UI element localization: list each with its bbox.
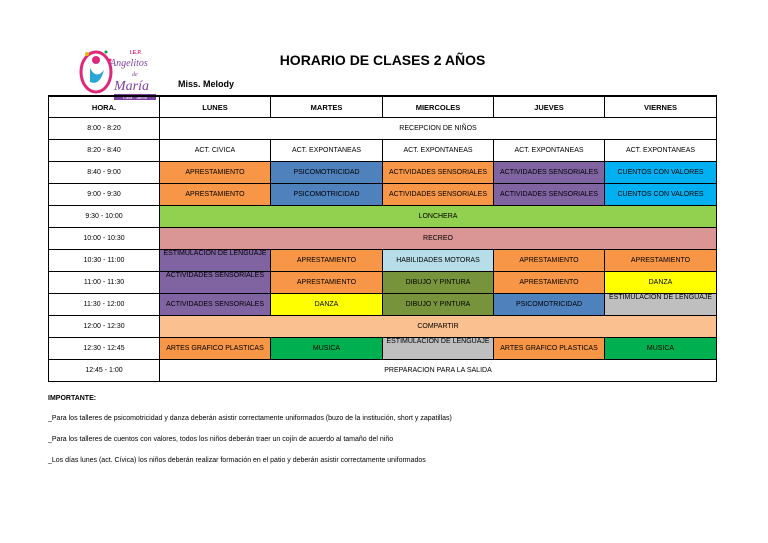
svg-text:I.E.P.: I.E.P. [130,50,142,56]
activity-cell: PSICOMOTRICIDAD [271,162,383,184]
time-cell: 11:00 - 11:30 [49,272,160,294]
activity-cell: ESTIMULACION DE LENGUAJE [605,294,717,316]
table-row [49,250,717,272]
activity-cell: ACT. EXPONTANEAS [494,140,605,162]
page-title: HORARIO DE CLASES 2 AÑOS [279,52,486,68]
time-cell: 11:30 - 12:00 [49,294,160,316]
table-row [49,316,717,338]
school-logo [78,46,160,102]
activity-cell: ACTIVIDADES SENSORIALES [383,162,494,184]
header-viernes: VIERNES [605,96,717,118]
activity-cell: ACTIVIDADES SENSORIALES [160,272,271,294]
schedule-body [49,118,717,382]
activity-cell: COMPARTIR [160,316,717,338]
time-cell: 12:00 - 12:30 [49,316,160,338]
svg-text:María: María [114,79,149,94]
time-cell: 10:00 - 10:30 [49,228,160,250]
activity-cell: PREPARACION PARA LA SALIDA [160,360,717,382]
activity-cell: CUENTOS CON VALORES [605,184,717,206]
activity-cell: DANZA [271,294,383,316]
activity-cell: ACT. EXPONTANEAS [383,140,494,162]
time-cell: 8:00 - 8:20 [49,118,160,140]
table-row [49,294,717,316]
table-row [49,140,717,162]
note-line: _Para los talleres de psicomotricidad y danza deberán asistir correctamente uniformados (buzo de la institución, short y zapatillas) [48,415,452,422]
activity-cell: LONCHERA [160,206,717,228]
activity-cell: ACTIVIDADES SENSORIALES [494,184,605,206]
activity-cell: ACT. EXPONTANEAS [605,140,717,162]
table-row [49,184,717,206]
activity-cell: RECREO [160,228,717,250]
header-hora: HORA. [49,96,160,118]
activity-cell: APRESTAMIENTO [271,250,383,272]
activity-cell: ACTIVIDADES SENSORIALES [160,294,271,316]
activity-cell: DANZA [605,272,717,294]
activity-cell: DIBUJO Y PINTURA [383,294,494,316]
time-cell: 9:00 - 9:30 [49,184,160,206]
activity-cell: CUENTOS CON VALORES [605,162,717,184]
time-cell: 12:45 - 1:00 [49,360,160,382]
table-row [49,228,717,250]
svg-text:Angelitos: Angelitos [110,58,148,69]
activity-cell: HABILIDADES MOTORAS [383,250,494,272]
activity-cell: ESTIMULACION DE LENGUAJE [160,250,271,272]
svg-text:de: de [132,72,138,78]
activity-cell: RECEPCION DE NIÑOS [160,118,717,140]
activity-cell: MUSICA [271,338,383,360]
activity-cell: ACT. CIVICA [160,140,271,162]
activity-cell: APRESTAMIENTO [160,184,271,206]
table-row [49,272,717,294]
activity-cell: PSICOMOTRICIDAD [494,294,605,316]
activity-cell: APRESTAMIENTO [271,272,383,294]
time-cell: 10:30 - 11:00 [49,250,160,272]
table-row [49,360,717,382]
schedule-table [48,95,717,382]
table-row [49,118,717,140]
teacher-name: Miss. Melody [178,79,235,89]
activity-cell: ACTIVIDADES SENSORIALES [494,162,605,184]
activity-cell: MUSICA [605,338,717,360]
activity-cell: APRESTAMIENTO [494,250,605,272]
activity-cell: APRESTAMIENTO [160,162,271,184]
header-miercoles: MIERCOLES [383,96,494,118]
activity-cell: APRESTAMIENTO [494,272,605,294]
svg-text:Casa - Jardín: Casa - Jardín [122,95,148,100]
header-jueves: JUEVES [494,96,605,118]
header-martes: MARTES [271,96,383,118]
header-row [49,96,717,118]
activity-cell: ACT. EXPONTANEAS [271,140,383,162]
activity-cell: APRESTAMIENTO [605,250,717,272]
table-row [49,206,717,228]
notes-section [48,395,728,478]
activity-cell: ARTES GRAFICO PLASTICAS [494,338,605,360]
time-cell: 12:30 - 12:45 [49,338,160,360]
activity-cell: PSICOMOTRICIDAD [271,184,383,206]
note-line: _Para los talleres de cuentos con valores, todos los niños deberán traer un cojín de acuerdo al tamaño del niño [48,436,394,443]
time-cell: 9:30 - 10:00 [49,206,160,228]
table-row [49,162,717,184]
table-row [49,338,717,360]
activity-cell: DIBUJO Y PINTURA [383,272,494,294]
note-line: _Los días lunes (act. Cívica) los niños deberán realizar formación en el patio y deberán asistir correctamente uniformados [48,457,426,464]
activity-cell: ARTES GRAFICO PLASTICAS [160,338,271,360]
header-lunes: LUNES [160,96,271,118]
notes-heading: IMPORTANTE: [48,395,97,402]
time-cell: 8:40 - 9:00 [49,162,160,184]
activity-cell: ACTIVIDADES SENSORIALES [383,184,494,206]
time-cell: 8:20 - 8:40 [49,140,160,162]
activity-cell: ESTIMULACION DE LENGUAJE [383,338,494,360]
